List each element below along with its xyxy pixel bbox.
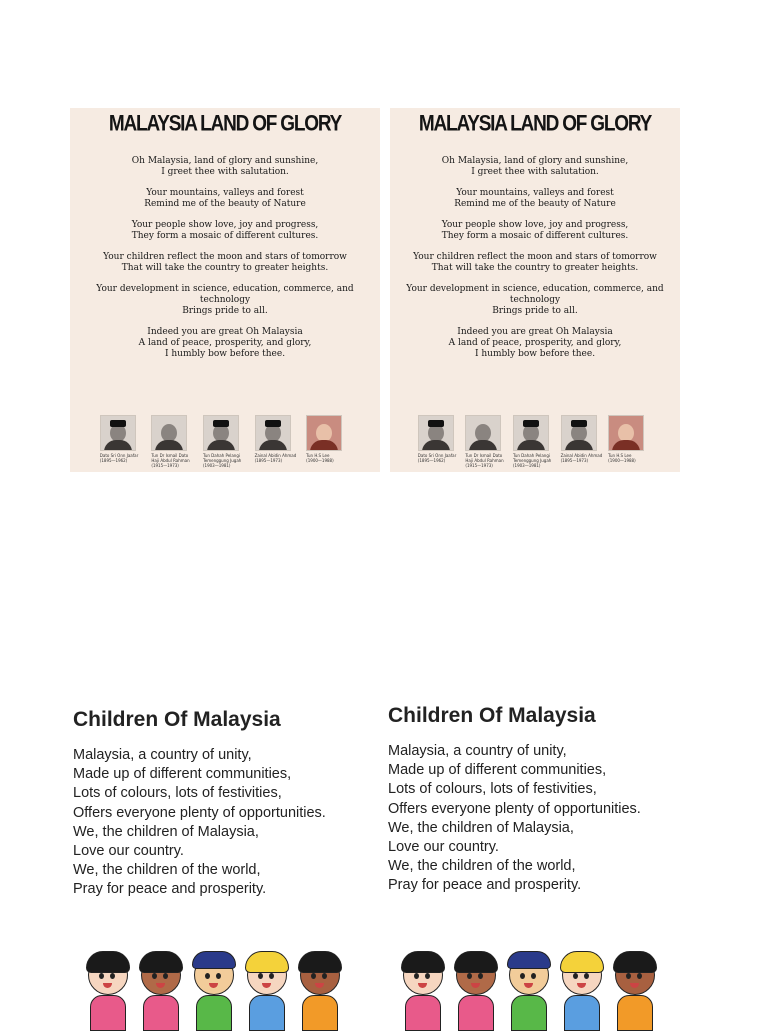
boy-songkok-icon — [503, 945, 553, 1027]
leader-portraits — [70, 415, 380, 468]
poem-stanza — [390, 252, 680, 274]
children-poem-line: Malaysia, a country of unity, — [388, 743, 567, 759]
portrait-photo — [465, 415, 501, 451]
portrait-photo — [255, 415, 291, 451]
poem-stanza — [390, 220, 680, 242]
children-poem-line: We, the children of Malaysia, — [73, 823, 259, 840]
poem-line: Remind me of the beauty of Nature — [454, 199, 616, 209]
leader-years: (1895—1962) — [417, 458, 446, 463]
poem-line: A land of peace, prosperity, and glory, — [138, 338, 312, 348]
shoulders-icon — [469, 440, 497, 451]
poem-stanza — [70, 156, 380, 178]
leader-portraits — [390, 415, 680, 468]
shoulders-icon — [155, 440, 183, 451]
poem-line: Your development in science, education, commerce, and — [96, 284, 354, 294]
poem-stanza — [70, 327, 380, 360]
children-poem-title: Children Of Malaysia — [73, 708, 281, 731]
poem-line: They form a mosaic of different cultures. — [441, 231, 629, 241]
poem-line: Indeed you are great Oh Malaysia — [457, 327, 613, 337]
leader-portrait — [100, 415, 144, 468]
children-poem-line: Malaysia, a country of unity, — [73, 747, 252, 763]
poem-stanza — [70, 284, 380, 317]
children-poem-left — [73, 708, 326, 900]
portrait-photo — [608, 415, 644, 451]
poem-line: Your development in science, education, commerce, and — [406, 284, 664, 294]
portrait-caption — [418, 453, 462, 463]
leader-portrait — [513, 415, 557, 468]
children-poem-line: Made up of different communities, — [73, 766, 292, 783]
poem-line: Your children reflect the moon and stars of tomorrow — [413, 252, 657, 262]
songkok-icon — [110, 420, 126, 427]
poem-line: A land of peace, prosperity, and glory, — [448, 338, 622, 348]
leader-portrait — [608, 415, 652, 468]
songkok-icon — [571, 420, 587, 427]
boy-curly-icon — [294, 945, 344, 1027]
children-poem-lines — [73, 746, 326, 900]
portrait-caption — [203, 453, 247, 468]
poem-line: That will take the country to greater heights. — [431, 263, 639, 273]
leader-years: (1903—1981) — [512, 463, 541, 468]
girl-pink-icon — [82, 945, 132, 1027]
portrait-photo — [306, 415, 342, 451]
leader-name: Zainal Abidin Ahmad — [254, 453, 297, 458]
leader-portrait — [151, 415, 195, 468]
poem-line: That will take the country to greater heights. — [121, 263, 329, 273]
poem-stanza — [390, 156, 680, 178]
children-illustration-right — [397, 945, 662, 1027]
leader-name: Tun H.S Lee — [306, 453, 330, 458]
portrait-photo — [513, 415, 549, 451]
leader-portrait — [255, 415, 299, 468]
poem-line: I humbly bow before thee. — [164, 349, 286, 359]
shoulders-icon — [310, 440, 338, 451]
portrait-caption — [608, 453, 652, 463]
portrait-photo — [100, 415, 136, 451]
children-poem-line: Offers everyone plenty of opportunities. — [73, 804, 326, 821]
poem-line: They form a mosaic of different cultures. — [131, 231, 319, 241]
leader-years: (1895—1973) — [254, 458, 283, 463]
children-poem-line: Lots of colours, lots of festivities, — [388, 781, 597, 798]
leader-years: (1915—1973) — [151, 463, 179, 468]
poem-title: MALAYSIA LAND OF GLORY — [108, 112, 342, 137]
children-poem-line: Pray for peace and prosperity. — [388, 877, 582, 894]
portrait-caption — [306, 453, 350, 463]
children-poem-line: Love our country. — [388, 839, 499, 856]
children-poem-line: We, the children of the world, — [73, 862, 261, 879]
leader-years: (1903—1981) — [202, 463, 231, 468]
children-poem-title: Children Of Malaysia — [388, 704, 596, 727]
girl-pink-icon — [397, 945, 447, 1027]
leader-name: Dato Sri Onn Jaafar — [99, 453, 139, 458]
boy-blonde-icon — [556, 945, 606, 1027]
poem-title: MALAYSIA LAND OF GLORY — [418, 112, 652, 137]
children-poem-line: Love our country. — [73, 843, 184, 860]
boy-curly-icon — [609, 945, 659, 1027]
portrait-photo — [418, 415, 454, 451]
poem-line: Oh Malaysia, land of glory and sunshine, — [441, 156, 629, 166]
boy-songkok-icon — [188, 945, 238, 1027]
leader-name: Tun Dr Ismail Dato Haji Abdul Rahman — [151, 453, 190, 463]
poem-line: Your mountains, valleys and forest — [456, 188, 614, 198]
poem-line: Your people show love, joy and progress, — [131, 220, 319, 230]
leader-years: (1915—1973) — [465, 463, 493, 468]
poem-line: Remind me of the beauty of Nature — [144, 199, 306, 209]
poem-stanza — [390, 188, 680, 210]
poem-line: technology — [199, 295, 251, 305]
shoulders-icon — [422, 440, 450, 451]
shoulders-icon — [104, 440, 132, 451]
children-poem-line: Pray for peace and prosperity. — [73, 881, 267, 898]
portrait-caption — [100, 453, 144, 463]
songkok-icon — [523, 420, 539, 427]
poem-line: Oh Malaysia, land of glory and sunshine, — [131, 156, 319, 166]
songkok-icon — [428, 420, 444, 427]
poem-line: Your children reflect the moon and stars of tomorrow — [103, 252, 347, 262]
leader-name: Tun Dahah Pelangi Temenggung Jugah — [512, 453, 552, 463]
portrait-photo — [203, 415, 239, 451]
poem-card-left — [70, 108, 380, 472]
children-poem-line: We, the children of Malaysia, — [388, 819, 574, 836]
portrait-caption — [561, 453, 605, 463]
poem-line: Your mountains, valleys and forest — [146, 188, 304, 198]
songkok-icon — [213, 420, 229, 427]
portrait-photo — [561, 415, 597, 451]
shoulders-icon — [517, 440, 545, 451]
shoulders-icon — [612, 440, 640, 451]
poem-stanzas — [390, 156, 680, 360]
portrait-caption — [255, 453, 299, 463]
shoulders-icon — [565, 440, 593, 451]
leader-years: (1900—1988) — [306, 458, 334, 463]
portrait-caption — [151, 453, 195, 468]
girl-tudung-icon — [135, 945, 185, 1027]
poem-line: I greet thee with salutation. — [161, 167, 289, 177]
children-poem-lines — [388, 742, 641, 896]
poem-stanza — [70, 252, 380, 274]
leader-years: (1895—1973) — [560, 458, 589, 463]
shoulders-icon — [259, 440, 287, 451]
poem-line: Brings pride to all. — [492, 306, 578, 316]
leader-portrait — [561, 415, 605, 468]
poem-line: Indeed you are great Oh Malaysia — [147, 327, 303, 337]
songkok-icon — [265, 420, 281, 427]
leader-years: (1895—1962) — [99, 458, 128, 463]
girl-tudung-icon — [450, 945, 500, 1027]
leader-name: Tun Dr Ismail Dato Haji Abdul Rahman — [465, 453, 504, 463]
children-illustration-left — [82, 945, 347, 1027]
children-poem-right — [388, 704, 641, 896]
leader-name: Dato Sri Onn Jaafar — [417, 453, 457, 458]
leader-name: Zainal Abidin Ahmad — [560, 453, 603, 458]
leader-portrait — [203, 415, 247, 468]
poem-stanza — [390, 284, 680, 317]
poem-line: I greet thee with salutation. — [471, 167, 599, 177]
leader-name: Tun Dahah Pelangi Temenggung Jugah — [202, 453, 242, 463]
leader-years: (1900—1988) — [608, 458, 636, 463]
poem-line: Your people show love, joy and progress, — [441, 220, 629, 230]
portrait-photo — [151, 415, 187, 451]
poem-stanza — [390, 327, 680, 360]
poem-line: I humbly bow before thee. — [474, 349, 596, 359]
portrait-caption — [513, 453, 557, 468]
poem-stanza — [70, 188, 380, 210]
leader-name: Tun H.S Lee — [608, 453, 632, 458]
poem-line: technology — [509, 295, 561, 305]
children-poem-line: Offers everyone plenty of opportunities. — [388, 800, 641, 817]
poem-stanzas — [70, 156, 380, 360]
poem-stanza — [70, 220, 380, 242]
boy-blonde-icon — [241, 945, 291, 1027]
shoulders-icon — [207, 440, 235, 451]
poem-card-right — [390, 108, 680, 472]
children-poem-line: Made up of different communities, — [388, 762, 607, 779]
leader-portrait — [465, 415, 509, 468]
poem-line: Brings pride to all. — [182, 306, 268, 316]
children-poem-line: Lots of colours, lots of festivities, — [73, 785, 282, 802]
children-poem-line: We, the children of the world, — [388, 858, 576, 875]
portrait-caption — [465, 453, 509, 468]
leader-portrait — [306, 415, 350, 468]
leader-portrait — [418, 415, 462, 468]
